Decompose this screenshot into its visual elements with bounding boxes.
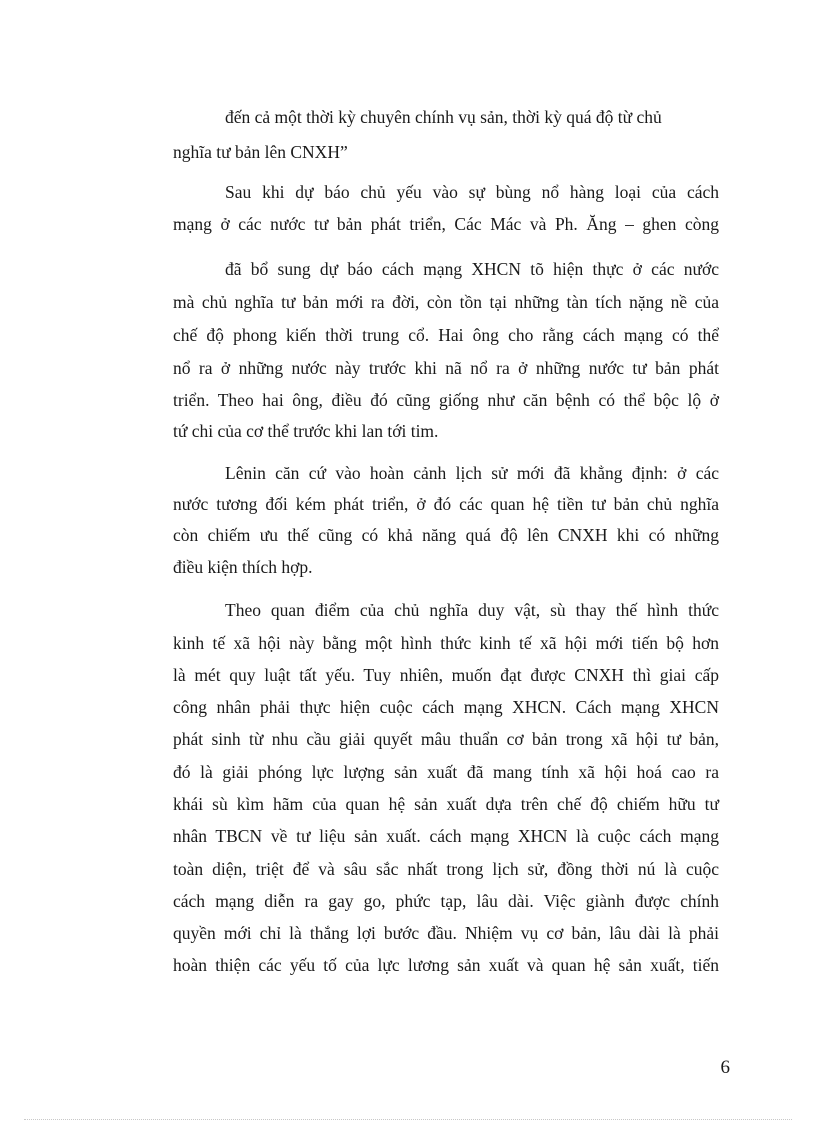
text-line: nhân TBCN về tư liệu sản xuất. cách mạng XHCN là cuộc cách mạng xyxy=(173,826,719,846)
text-line: cách mạng diễn ra gay go, phức tạp, lâu dài. Việc giành được chính xyxy=(173,891,719,911)
text-line: mà chủ nghĩa tư bản mới ra đời, còn tồn tại những tàn tích nặng nề của xyxy=(173,292,719,312)
page-number: 6 xyxy=(720,1057,730,1078)
text-line: còn chiếm ưu thế cũng có khả năng quá độ lên CNXH khi có những xyxy=(173,525,719,545)
text-line: chế độ phong kiến thời trung cổ. Hai ông cho rằng cách mạng có thể xyxy=(173,325,719,345)
text-line: triển. Theo hai ông, điều đó cũng giống như căn bệnh có thể bộc lộ ở xyxy=(173,390,719,410)
text-line: Sau khi dự báo chủ yếu vào sự bùng nổ hàng loại của cách xyxy=(225,182,719,202)
text-line: đó là giải phóng lực lượng sản xuất đã mang tính xã hội hoá cao ra xyxy=(173,762,719,782)
text-line: điều kiện thích hợp. xyxy=(173,557,313,577)
text-line: phát sinh từ nhu cầu giải quyết mâu thuẩn cơ bản trong xã hội tư bản, xyxy=(173,729,719,749)
text-line: mạng ở các nước tư bản phát triển, Các Mác và Ph. Ăng – ghen còng xyxy=(173,214,719,234)
text-line: là mét quy luật tất yếu. Tuy nhiên, muốn đạt được CNXH thì giai cấp xyxy=(173,665,719,685)
text-line: hoàn thiện các yếu tố của lực lương sản xuất và quan hệ sản xuất, tiến xyxy=(173,955,719,975)
text-line: nổ ra ở những nước này trước khi nã nổ ra ở những nước tư bản phát xyxy=(173,358,719,378)
text-line: kinh tế xã hội này bằng một hình thức kinh tế xã hội mới tiến bộ hơn xyxy=(173,633,719,653)
text-line: tứ chi của cơ thể trước khi lan tới tim. xyxy=(173,421,439,441)
text-line: khái sù kìm hãm của quan hệ sản xuất dựa trên chế độ chiếm hữu tư xyxy=(173,794,719,814)
text-line: toàn diện, triệt để và sâu sắc nhất trong lịch sử, đồng thời nú là cuộc xyxy=(173,859,719,879)
text-line: đến cả một thời kỳ chuyên chính vụ sản, thời kỳ quá độ từ chủ xyxy=(225,107,662,127)
page-bottom-divider xyxy=(24,1119,792,1120)
text-line: nghĩa tư bản lên CNXH” xyxy=(173,142,348,162)
text-line: Lênin căn cứ vào hoàn cảnh lịch sử mới đã khẳng định: ở các xyxy=(225,463,719,483)
text-line: đã bổ sung dự báo cách mạng XHCN tõ hiện thực ở các nước xyxy=(225,259,719,279)
text-line: nước tương đối kém phát triển, ở đó các quan hệ tiền tư bản chủ nghĩa xyxy=(173,494,719,514)
text-line: Theo quan điểm của chủ nghĩa duy vật, sù thay thế hình thức xyxy=(225,600,719,620)
text-line: công nhân phải thực hiện cuộc cách mạng XHCN. Cách mạng XHCN xyxy=(173,697,719,717)
text-line: quyền mới chỉ là thắng lợi bước đầu. Nhiệm vụ cơ bản, lâu dài là phải xyxy=(173,923,719,943)
